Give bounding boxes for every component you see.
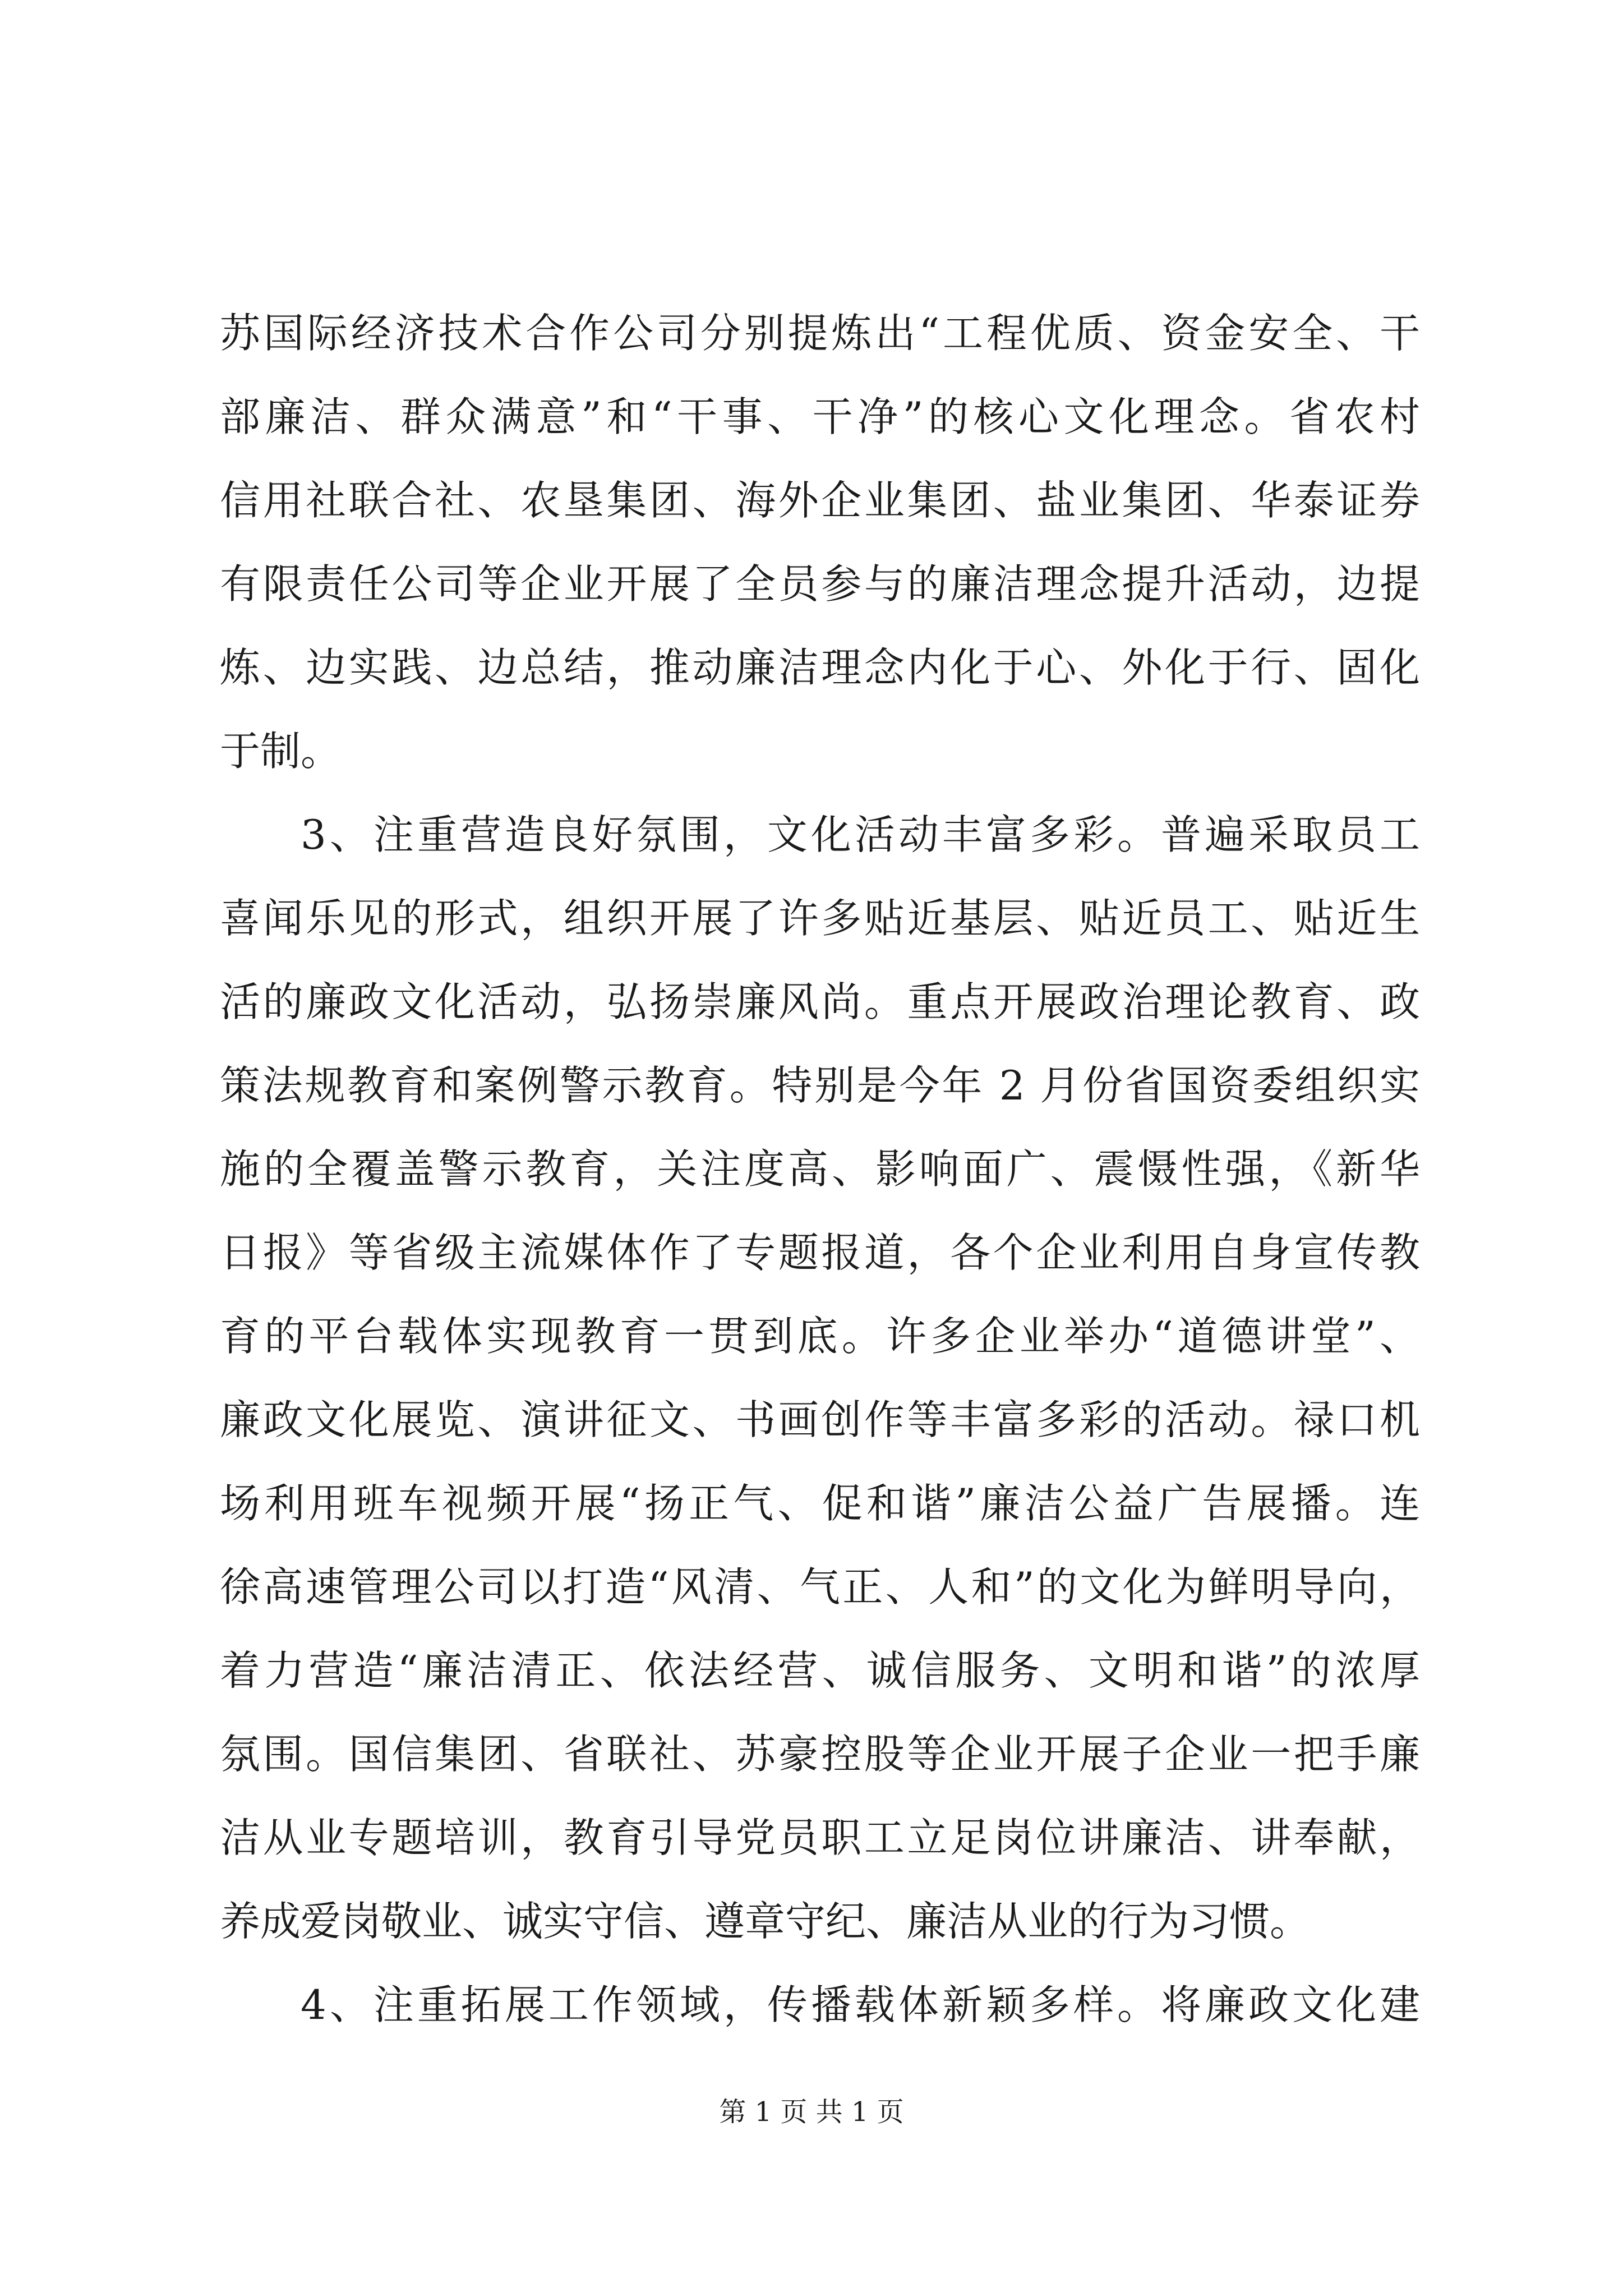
text-line: 徐高速管理公司以打造“风清、气正、人和”的文化为鲜明导向，	[220, 1563, 1420, 1611]
text-line: 廉政文化展览、演讲征文、书画创作等丰富多彩的活动。禄口机	[220, 1396, 1420, 1443]
text-line: 炼、边实践、边总结，推动廉洁理念内化于心、外化于行、固化	[220, 644, 1420, 691]
text-line: 有限责任公司等企业开展了全员参与的廉洁理念提升活动，边提	[220, 560, 1420, 608]
text-line: 活的廉政文化活动，弘扬崇廉风尚。重点开展政治理论教育、政	[220, 978, 1420, 1025]
document-body	[220, 292, 1420, 2047]
text-line: 信用社联合社、农垦集团、海外企业集团、盐业集团、华泰证券	[220, 477, 1420, 524]
text-line: 苏国际经济技术合作公司分别提炼出“工程优质、资金安全、干	[220, 310, 1420, 357]
paragraph-4-first-line: 4、注重拓展工作领域，传播载体新颖多样。将廉政文化建	[301, 1981, 1420, 2028]
paragraph-3-first-line: 3、注重营造良好氛围，文化活动丰富多彩。普遍采取员工	[301, 811, 1420, 858]
text-line: 喜闻乐见的形式，组织开展了许多贴近基层、贴近员工、贴近生	[220, 895, 1420, 942]
text-line: 养成爱岗敬业、诚实守信、遵章守纪、廉洁从业的行为习惯。	[220, 1898, 1311, 1945]
text-line: 洁从业专题培训，教育引导党员职工立足岗位讲廉洁、讲奉献，	[220, 1814, 1420, 1861]
text-line: 策法规教育和案例警示教育。特别是今年 2 月份省国资委组织实	[220, 1062, 1420, 1109]
page-number-footer: 第 1 页 共 1 页	[719, 2096, 904, 2128]
text-line: 于制。	[220, 728, 342, 775]
text-line: 育的平台载体实现教育一贯到底。许多企业举办“道德讲堂”、	[220, 1313, 1420, 1360]
text-line: 着力营造“廉洁清正、依法经营、诚信服务、文明和谐”的浓厚	[220, 1647, 1420, 1694]
text-line: 部廉洁、群众满意”和“干事、干净”的核心文化理念。省农村	[220, 393, 1420, 440]
text-line: 场利用班车视频开展“扬正气、促和谐”廉洁公益广告展播。连	[220, 1480, 1420, 1527]
text-line: 氛围。国信集团、省联社、苏豪控股等企业开展子企业一把手廉	[220, 1731, 1420, 1778]
text-line: 日报》等省级主流媒体作了专题报道，各个企业利用自身宣传教	[220, 1229, 1420, 1276]
text-line: 施的全覆盖警示教育，关注度高、影响面广、震慑性强，《新华	[220, 1145, 1420, 1193]
